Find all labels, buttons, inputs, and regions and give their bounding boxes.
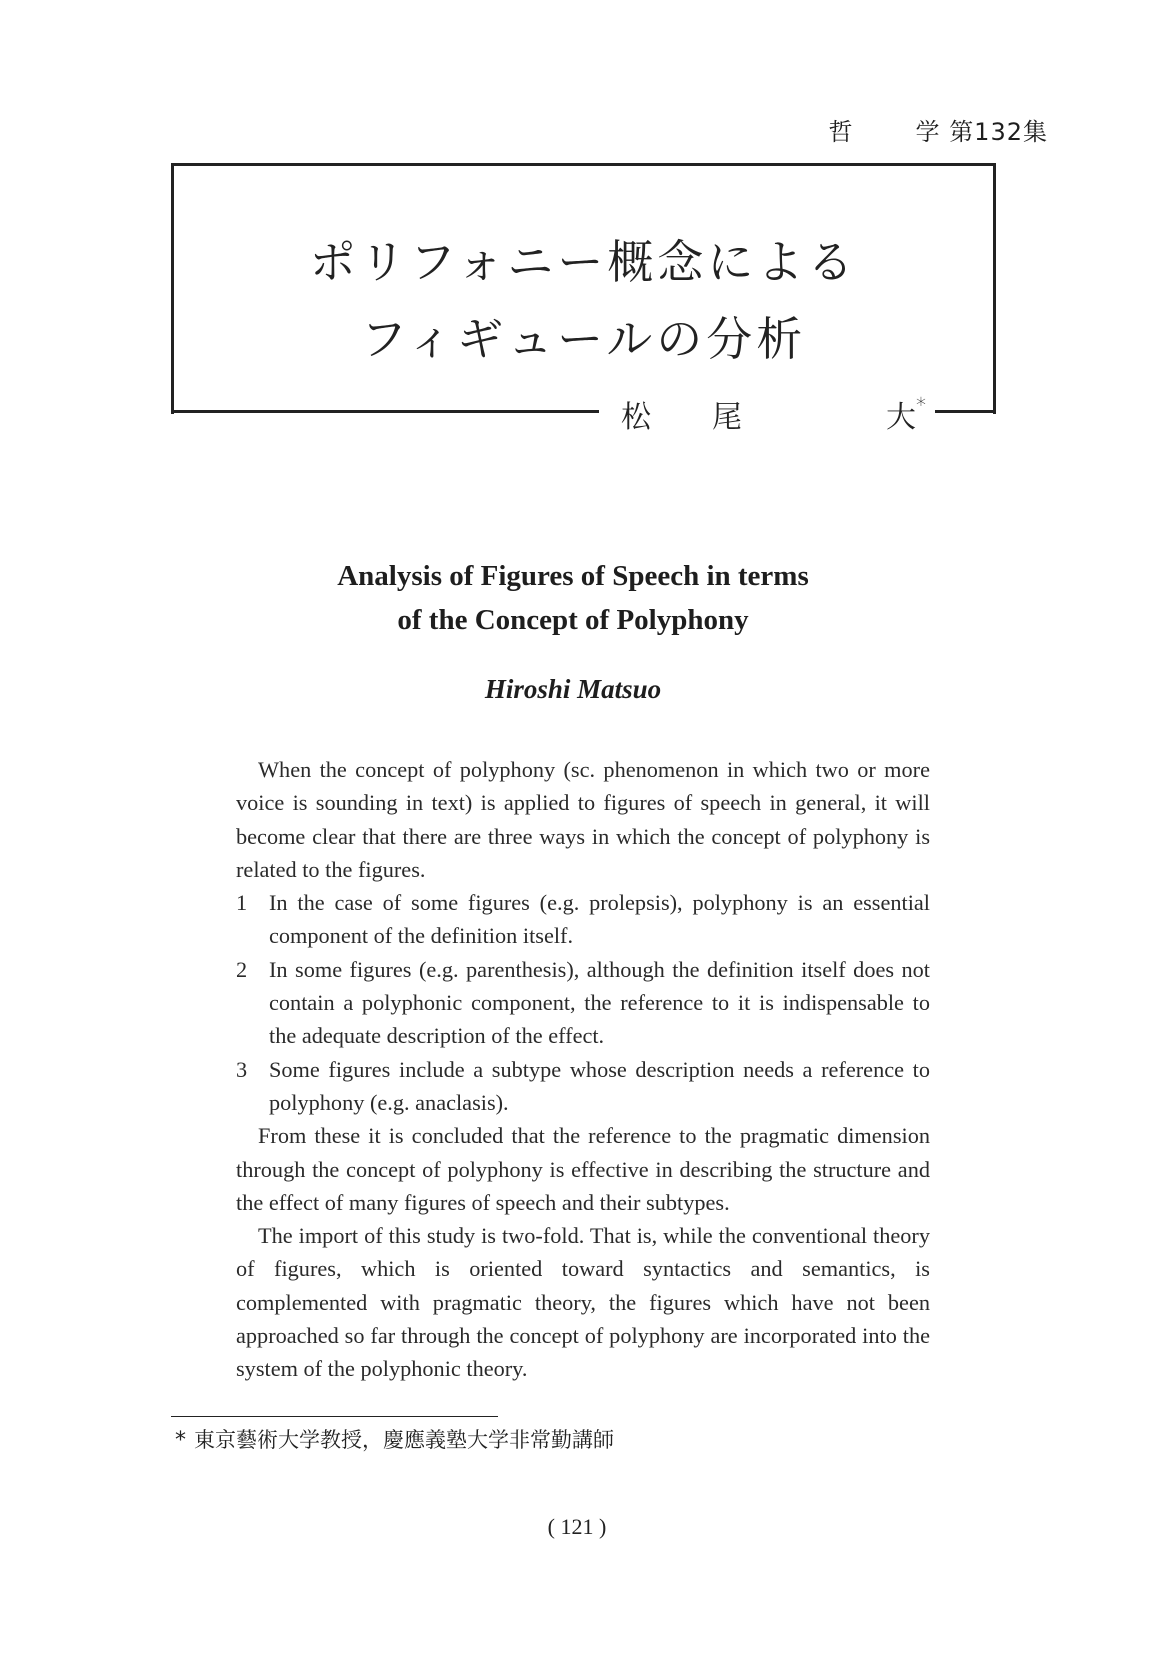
list-item-number: 2	[236, 956, 248, 982]
abstract	[236, 753, 930, 1386]
footnote-rule	[171, 1416, 498, 1417]
list-item-number: 3	[236, 1056, 248, 1082]
english-author: Hiroshi Matsuo	[484, 674, 662, 704]
list-item	[236, 1053, 930, 1120]
author-japanese-given	[886, 392, 926, 436]
frame-bottom-rule-left	[171, 410, 599, 413]
list-item-number: 1	[236, 890, 248, 916]
page-number: ( 121 )	[547, 1514, 607, 1539]
author-japanese-family2: 尾	[712, 400, 742, 435]
frame-bottom-rule-right	[935, 410, 996, 413]
list-item-text: Some figures include a subtype whose description needs a reference to polyphony (e.g. anaclasis).	[269, 1056, 930, 1115]
journal-header	[0, 112, 1048, 147]
japanese-title-line2: フィギュールの分析	[360, 312, 807, 366]
issue-number: 第132集	[949, 118, 1048, 146]
journal-name-char2: 学	[915, 118, 941, 146]
abstract-paragraph-3: The import of this study is two-fold. That is, while the conventional theory of figures, which is oriented toward syntactics and semantics, is complemented with pragmatic theory, the figures which have not been approached so far through the concept of polyphony are incorporated into the system of the polyphonic theory.	[236, 1223, 930, 1382]
list-item-text: In some figures (e.g. parenthesis), although the definition itself does not contain a polyphonic component, the reference to it is indispensable to the adequate description of the effect.	[269, 956, 930, 1049]
list-item	[236, 886, 930, 953]
author-japanese-family1: 松	[621, 400, 651, 435]
japanese-title-line1: ポリフォニー概念による	[309, 235, 858, 289]
english-title-line1: Analysis of Figures of Speech in terms	[337, 560, 809, 592]
list-item	[236, 953, 930, 1053]
abstract-paragraph-2: From these it is concluded that the reference to the pragmatic dimension through the concept of polyphony is effective in describing the structure and the effect of many figures of speech and their subtypes.	[236, 1123, 930, 1215]
footnote	[175, 1424, 614, 1454]
journal-name-char1: 哲	[828, 118, 854, 146]
footnote-mark: *	[175, 1428, 186, 1453]
english-title-line2: of the Concept of Polyphony	[397, 604, 749, 636]
author-given-name: 大	[886, 400, 916, 435]
abstract-paragraph-1: When the concept of polyphony (sc. phenomenon in which two or more voice is sounding in text) is applied to figures of speech in general, it will become clear that there are three ways in which the concept of polyphony is related to the figures.	[236, 757, 930, 882]
author-footnote-mark: *	[916, 393, 926, 417]
list-item-text: In the case of some figures (e.g. prolepsis), polyphony is an essential component of the definition itself.	[269, 890, 930, 949]
footnote-text: 東京藝術大学教授，慶應義塾大学非常勤講師	[194, 1428, 614, 1452]
